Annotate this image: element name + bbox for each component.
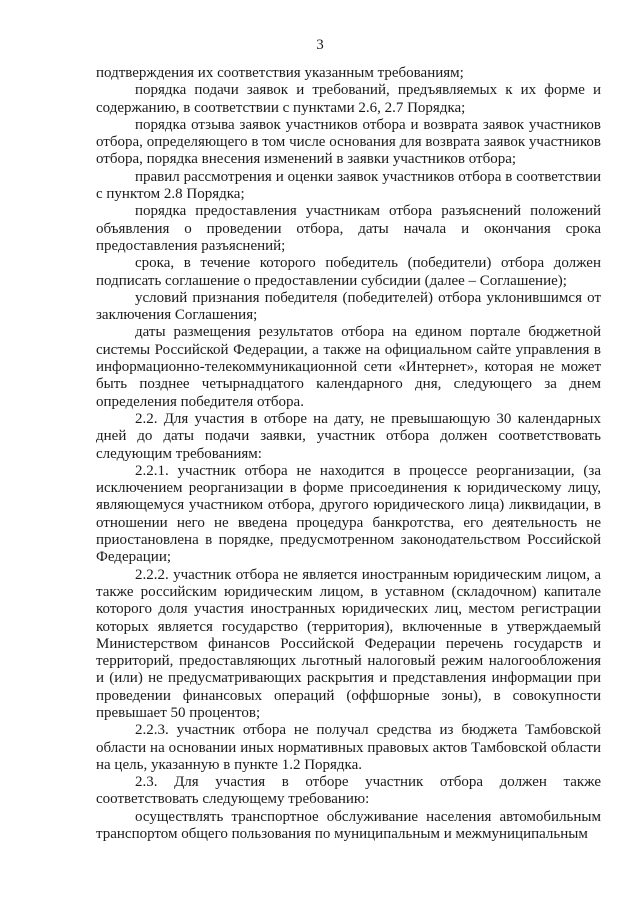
paragraph: 2.3. Для участия в отборе участник отбора должен также соответствовать следующему требованию: [96, 774, 601, 808]
paragraph: подтверждения их соответствия указанным требованиям; [96, 65, 464, 81]
page-number: 3 [316, 37, 324, 53]
paragraph: 2.2.2. участник отбора не является иностранным юридическим лицом, а также российским юридическим лицом, в уставном (складочном) капитале которого доля участия иностранных юридических лиц, местом регистрации которых является государство (территория), включенные в утверждаемый Министерством финансов Российской Федерации перечень государств и территорий, предоставляющих льготный налоговый режим налогообложения и (или) не предусматривающих раскрытия и представления информации при проведении финансовых операций (оффшорные зоны), в совокупности превышает 50 процентов; [96, 566, 601, 721]
paragraph: порядка отзыва заявок участников отбора и возврата заявок участников отбора, определяющего в том числе основания для возврата заявок участников отбора, порядка внесения изменений в заявки участников отбора; [96, 116, 601, 168]
document-body [96, 65, 601, 843]
paragraph: условий признания победителя (победителей) отбора уклонившимся от заключения Соглашения; [96, 289, 601, 324]
paragraph: порядка предоставления участникам отбора разъяснений положений объявления о проведении отбора, даты начала и окончания срока предоставления разъяснений; [96, 203, 601, 254]
paragraph: порядка подачи заявок и требований, предъявляемых к их форме и содержанию, в соответствии с пунктами 2.6, 2.7 Порядка; [96, 82, 601, 116]
paragraph: 2.2.1. участник отбора не находится в процессе реорганизации, (за исключением реорганизации в форме присоединения к юридическому лицу, являющемуся участником отбора, другого юридического лица) ликвидации, в отношении него не введена процедура банкротства, его деятельность не приостановлена в порядке, предусмотренном законодательством Российской Федерации; [96, 462, 601, 566]
paragraph: 2.2.3. участник отбора не получал средства из бюджета Тамбовской области на основании иных нормативных правовых актов Тамбовской области на цель, указанную в пункте 1.2 Порядка. [96, 722, 601, 773]
paragraph: 2.2. Для участия в отборе на дату, не превышающую 30 календарных дней до даты подачи заявки, участник отбора должен соответствовать следующим требованиям: [96, 410, 601, 462]
paragraph: даты размещения результатов отбора на едином портале бюджетной системы Российской Федерации, а также на официальном сайте управления в информационно-телекоммуникационной сети «Интернет», которая не может быть позднее четырнадцатого календарного дня, следующего за днем определения победителя отбора. [96, 324, 601, 410]
paragraph: правил рассмотрения и оценки заявок участников отбора в соответствии с пунктом 2.8 Порядка; [96, 168, 601, 203]
paragraph: осуществлять транспортное обслуживание населения автомобильным транспортом общего пользования по муниципальным и межмуниципальным [96, 808, 601, 843]
paragraph: срока, в течение которого победитель (победители) отбора должен подписать соглашение о предоставлении субсидии (далее – Соглашение); [96, 255, 601, 289]
